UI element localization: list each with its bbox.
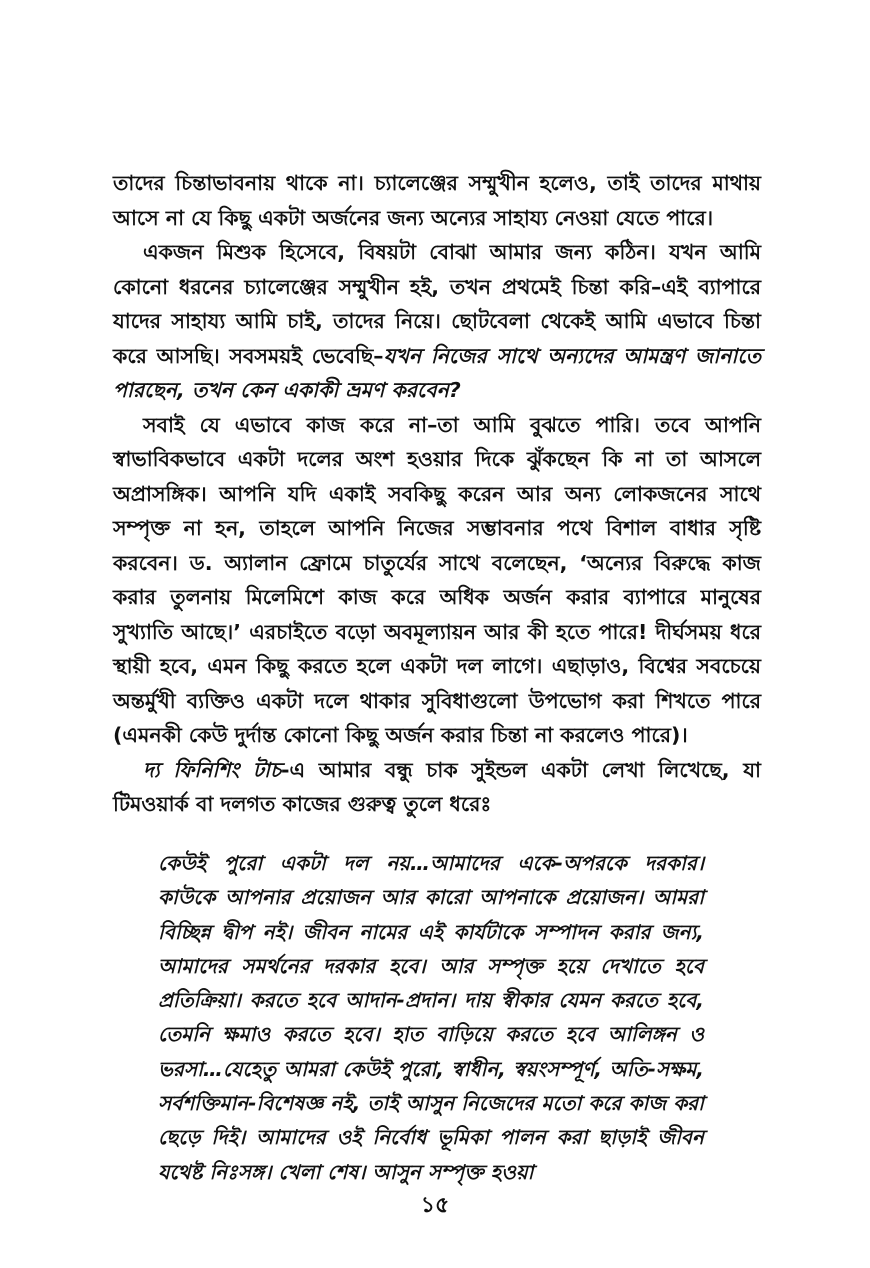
paragraph-4-text: -এ আমার বন্ধু চাক সুইন্ডল একটা লেখা লিখেছে, যা টিমওয়ার্ক বা দলগত কাজের গুরুত্ব তুলে ধরেঃ xyxy=(113,757,761,816)
paragraph-4 xyxy=(113,753,761,822)
book-title-italic: দ্য ফিনিশিং টাচ xyxy=(143,757,282,782)
paragraph-3-text: সবাই যে এভাবে কাজ করে না–তা আমি বুঝতে পারি। তবে আপনি স্বাভাবিকভাবে একটা দলের অংশ হওয়ার দিকে ঝুঁকছেন কি না তা আসলে অপ্রাসঙ্গিক। আপনি যদি একাই সবকিছু করেন আর অন্য লোকজনের সাথে সম্পৃক্ত না হন, তাহলে আপনি নিজের সম্ভাবনার পথে বিশাল বাধার সৃষ্টি করবেন। ড. অ্যালান ফ্রোমে চাতুর্যের সাথে বলেছেন, ‘অন্যের বিরুদ্ধে কাজ করার তুলনায় মিলেমিশে কাজ করে অধিক অর্জন করার ব্যাপারে মানুষের সুখ্যাতি আছে।’ এরচাইতে বড়ো অবমূল্যায়ন আর কী হতে পারে! দীর্ঘসময় ধরে স্থায়ী হবে, এমন কিছু করতে হলে একটা দল লাগে। এছাড়াও, বিশ্বের সবচেয়ে অন্তর্মুখী ব্যক্তিও একটা দলে থাকার সুবিধাগুলো উপভোগ করা শিখতে পারে (এমনকী কেউ দুর্দান্ত কোনো কিছু অর্জন করার চিন্তা না করলেও পারে)। xyxy=(113,412,761,747)
block-quote: কেউই পুরো একটা দল নয়…আমাদের একে-অপরকে দরকার। কাউকে আপনার প্রয়োজন আর কারো আপনাকে প্রয়োজন। আমরা বিচ্ছিন্ন দ্বীপ নই। জীবন নামের এই কার্যটাকে সম্পাদন করার জন্য, আমাদের সমর্থনের দরকার হবে। আর সম্পৃক্ত হয়ে দেখাতে হবে প্রতিক্রিয়া। করতে হবে আদান-প্রদান। দায় স্বীকার যেমন করতে হবে, তেমনি ক্ষমাও করতে হবে। হাত বাড়িয়ে করতে হবে আলিঙ্গন ও ভরসা…যেহেতু আমরা কেউই পুরো, স্বাধীন, স্বয়ংসম্পূর্ণ, অতি-সক্ষম, সর্বশক্তিমান-বিশেষজ্ঞ নই, তাই আসুন নিজেদের মতো করে কাজ করা ছেড়ে দিই। আমাদের ওই নির্বোধ ভূমিকা পালন করা ছাড়াই জীবন যথেষ্ট নিঃসঙ্গ। খেলা শেষ। আসুন সম্পৃক্ত হওয়া xyxy=(158,851,704,1184)
body-text xyxy=(113,166,761,822)
paragraph-1-text: তাদের চিন্তাভাবনায় থাকে না। চ্যালেঞ্জের সম্মুখীন হলেও, তাই তাদের মাথায় আসে না যে কিছু একটা অর্জনের জন্য অন্যের সাহায্য নেওয়া যেতে পারে। xyxy=(113,171,761,230)
paragraph-3 xyxy=(113,408,761,753)
paragraph-2-text: একজন মিশুক হিসেবে, বিষয়টা বোঝা আমার জন্য কঠিন। যখন আমি কোনো ধরনের চ্যালেঞ্জের সম্মুখীন হই, তখন প্রথমেই চিন্তা করি–এই ব্যাপারে যাদের সাহায্য আমি চাই, তাদের নিয়ে। ছোটবেলা থেকেই আমি এভাবে চিন্তা করে আসছি। সবসময়ই ভেবেছি– xyxy=(113,240,761,368)
paragraph-1 xyxy=(113,166,761,235)
page-number: ১৫ xyxy=(420,1193,450,1218)
paragraph-2 xyxy=(113,235,761,408)
paragraph-2-italic-text: যখন নিজের সাথে অন্যদের আমন্ত্রণ জানাতে পারছেন, তখন কেন একাকী ভ্রমণ করবেন? xyxy=(113,343,761,402)
